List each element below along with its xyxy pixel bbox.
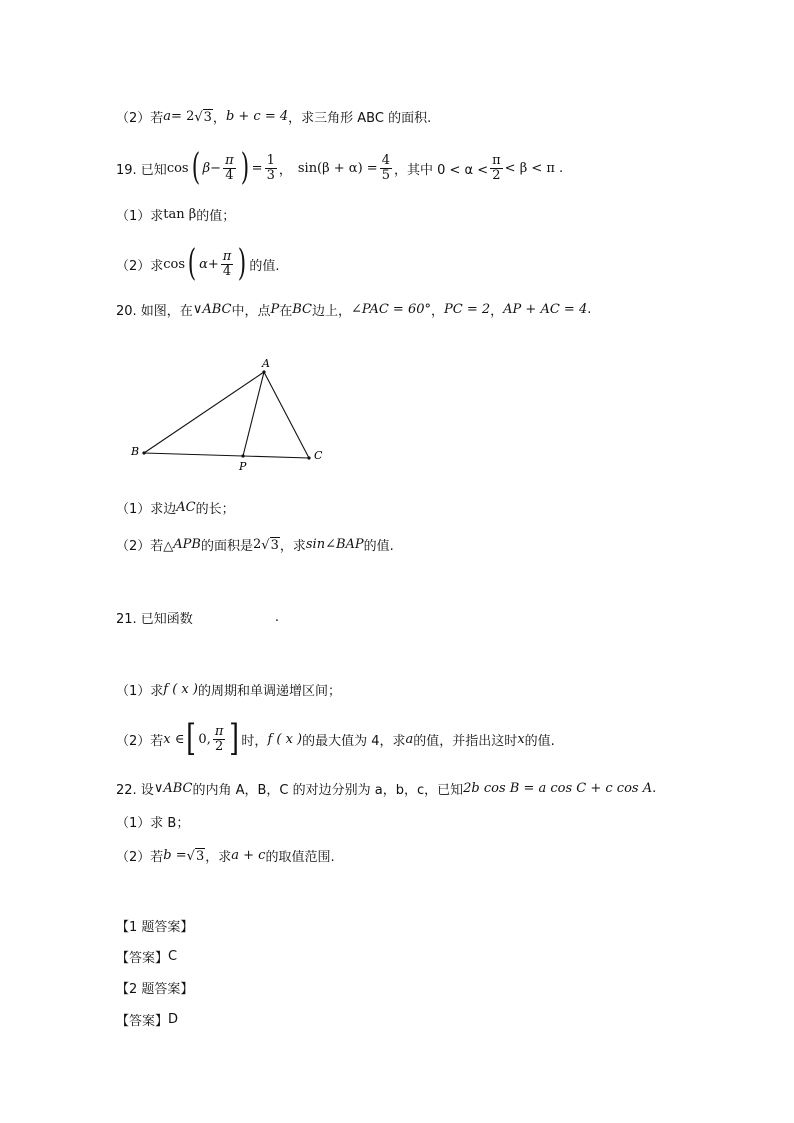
q19-part1-expr: tan β bbox=[163, 207, 197, 222]
q19-right-paren: ) bbox=[240, 147, 249, 188]
q19-frac3-num: 4 bbox=[381, 152, 390, 168]
label-p: P bbox=[239, 460, 247, 473]
answer1-title-text: 【1 题答案】 bbox=[116, 920, 194, 935]
answer2-label: 【答案】 bbox=[116, 1014, 169, 1029]
q20-part2-coef: 2 bbox=[253, 537, 262, 552]
q19-part2-prefix: （2）求 bbox=[116, 258, 164, 274]
answer1-title bbox=[116, 916, 193, 935]
q20-pc: PC = 2 bbox=[444, 302, 491, 317]
q21-part1-f: f ( x ) bbox=[163, 682, 198, 697]
q18-sqrt: √ 3 bbox=[194, 109, 212, 125]
q20-sep1: ， bbox=[431, 304, 445, 319]
q22-part1 bbox=[116, 812, 189, 831]
label-a: A bbox=[262, 357, 270, 370]
q19-frac4-den: 2 bbox=[492, 167, 501, 183]
q19-frac-4-5 bbox=[380, 154, 392, 182]
q20-part1-ac: AC bbox=[176, 500, 196, 515]
q20-part2-prefix: （2）若△ bbox=[116, 539, 174, 554]
q21-part2-x2: x bbox=[517, 731, 525, 747]
vertex-a bbox=[262, 370, 265, 373]
q21-end: . bbox=[274, 610, 279, 625]
q21-part2-a: a bbox=[405, 731, 414, 747]
segment-bc bbox=[144, 453, 309, 458]
q19-part2-frac-den: 4 bbox=[222, 263, 232, 279]
q20-part1-prefix: （1）求边 bbox=[116, 502, 177, 517]
q19-frac-1-3 bbox=[265, 154, 277, 182]
q18-suffix: ，求三角形 ABC 的面积. bbox=[288, 111, 432, 126]
q19-frac-den: 4 bbox=[225, 167, 234, 183]
q22-part2-sqrt: √ 3 bbox=[186, 848, 205, 864]
q21-part2-x: x ∈ bbox=[163, 731, 185, 747]
q21-right-bracket: ] bbox=[229, 718, 240, 759]
q20-part2-mid2: ，求 bbox=[279, 539, 306, 554]
q19-part1-prefix: （1）求 bbox=[116, 209, 164, 224]
q22-part2-mid: ，求 bbox=[205, 850, 232, 865]
q19-frac-pi-2 bbox=[490, 154, 503, 182]
q21-part1 bbox=[116, 680, 341, 699]
q18-sep: ， bbox=[212, 111, 226, 126]
q21-frac bbox=[213, 725, 226, 753]
q20-part2-radicand: 3 bbox=[270, 537, 279, 553]
q19-part2-left-paren: ( bbox=[187, 243, 197, 284]
answer1-label: 【答案】 bbox=[116, 951, 169, 966]
q19-part2-frac-num: π bbox=[222, 248, 232, 264]
vertex-b bbox=[142, 451, 145, 454]
label-b: B bbox=[131, 445, 140, 458]
q20-part2-tail: 的值. bbox=[363, 539, 394, 554]
q20-bc: BC bbox=[292, 302, 312, 317]
q19-number: 19. 已知 bbox=[116, 162, 167, 178]
q20-point-p: P bbox=[270, 302, 280, 317]
q20-end: . bbox=[587, 302, 592, 317]
q21-part1-tail: 的周期和单调递增区间； bbox=[197, 684, 341, 699]
q19-part2-right-paren: ) bbox=[238, 243, 247, 284]
q20-part2-sqrt: √ 3 bbox=[261, 537, 279, 553]
q19-part2-cos: cos bbox=[163, 256, 186, 272]
q21-zero: 0, bbox=[198, 731, 211, 747]
q19-cos: cos bbox=[166, 160, 189, 176]
q22-part2-prefix: （2）若 bbox=[116, 850, 164, 865]
q19-left-paren: ( bbox=[191, 147, 200, 188]
q20-prefix: 20. 如图，在 bbox=[116, 304, 193, 319]
q20-triangle: ∨ABC bbox=[192, 302, 232, 317]
q21-part2 bbox=[116, 718, 555, 759]
q20-mid3: 边上， bbox=[312, 304, 352, 319]
answer1-value: C bbox=[168, 949, 178, 964]
q19-comma: ， bbox=[278, 162, 292, 178]
q22-part2-radicand: 3 bbox=[195, 848, 205, 864]
q19-part1-tail: 的值； bbox=[196, 209, 236, 224]
q21-part2-mid2: 的最大值为 4，求 bbox=[302, 733, 406, 749]
q19-frac-num: π bbox=[225, 152, 234, 168]
q19-frac2-den: 3 bbox=[266, 167, 275, 183]
q19-part2-alpha: α+ bbox=[199, 256, 219, 272]
vertex-c bbox=[307, 456, 310, 459]
q20-part2-apb: APB bbox=[173, 537, 201, 552]
q20-mid1: 中，点 bbox=[231, 304, 271, 319]
q19-frac4-num: π bbox=[492, 152, 501, 168]
q18-part2-prefix: （2）若 bbox=[116, 111, 164, 126]
q22-part2 bbox=[116, 846, 335, 865]
q21-part2-mid3: 的值，并指出这时 bbox=[413, 733, 518, 749]
q21-prefix: 21. 已知函数 bbox=[116, 612, 193, 627]
q22-triangle: ∨ABC bbox=[153, 781, 193, 796]
q19-tail: < β < π . bbox=[504, 160, 564, 176]
q18-cond2: b + c = 4 bbox=[225, 109, 289, 124]
q22-part2-ac: a + c bbox=[231, 848, 266, 863]
q22-mid: 的内角 A，B，C 的对边分别为 a，b，c，已知 bbox=[192, 783, 464, 798]
q20-sum: AP + AC = 4 bbox=[503, 302, 588, 317]
q22-end: . bbox=[652, 781, 657, 796]
segment-ac bbox=[264, 372, 309, 458]
q20-angle: ∠PAC = 60° bbox=[351, 302, 431, 317]
answer1 bbox=[116, 947, 177, 966]
q19-eq: = bbox=[251, 160, 263, 176]
q22-equation: 2b cos B = a cos C + c cos A bbox=[463, 781, 653, 796]
q21-left-bracket: [ bbox=[186, 718, 197, 759]
q20-part1 bbox=[116, 498, 235, 517]
q19-part2-tail: 的值. bbox=[249, 258, 280, 274]
q18-radicand: 3 bbox=[203, 109, 212, 125]
q19-stem bbox=[116, 147, 564, 188]
q20-triangle-figure bbox=[126, 356, 336, 476]
q19-where: ，其中 0 < α < bbox=[393, 162, 489, 178]
answer2-value: D bbox=[168, 1012, 179, 1027]
q21-stem bbox=[116, 608, 279, 627]
vertex-p bbox=[241, 454, 244, 457]
segment-ba bbox=[144, 372, 264, 453]
q22-stem bbox=[116, 779, 656, 798]
q19-beta-minus: β− bbox=[202, 160, 222, 176]
q22-part2-tail: 的取值范围. bbox=[265, 850, 335, 865]
q21-part2-f: f ( x ) bbox=[267, 731, 303, 747]
q22-part1-text: （1）求 B； bbox=[116, 816, 190, 831]
answer2 bbox=[116, 1010, 178, 1029]
q19-part2 bbox=[116, 243, 280, 284]
q20-mid2: 在 bbox=[279, 304, 293, 319]
q19-part2-frac bbox=[221, 250, 234, 278]
q20-part2 bbox=[116, 535, 394, 554]
q19-sin-expr: sin(β + α) = bbox=[297, 160, 378, 176]
q21-part2-mid: 时， bbox=[241, 733, 268, 749]
q19-part1 bbox=[116, 205, 235, 224]
q20-part2-sin: sin∠BAP bbox=[305, 537, 364, 552]
q21-part2-tail: 的值. bbox=[524, 733, 555, 749]
q20-stem bbox=[116, 300, 591, 319]
q18-part2 bbox=[116, 107, 431, 126]
q18-eq: = 2 bbox=[171, 109, 195, 124]
q19-frac2-num: 1 bbox=[266, 152, 275, 168]
q20-part2-mid: 的面积是 bbox=[200, 539, 253, 554]
q22-prefix: 22. 设 bbox=[116, 783, 154, 798]
q21-frac-den: 2 bbox=[214, 738, 224, 754]
answer2-title-text: 【2 题答案】 bbox=[116, 982, 194, 997]
q18-var-a: a bbox=[163, 109, 172, 124]
q20-sep2: ， bbox=[490, 304, 504, 319]
q20-part1-tail: 的长； bbox=[195, 502, 235, 517]
q19-frac-pi-4 bbox=[223, 154, 236, 182]
q21-frac-num: π bbox=[214, 723, 224, 739]
q19-frac3-den: 5 bbox=[381, 167, 390, 183]
q21-part2-prefix: （2）若 bbox=[116, 733, 164, 749]
answer2-title bbox=[116, 978, 193, 997]
label-c: C bbox=[314, 449, 323, 462]
q22-part2-b: b = bbox=[163, 848, 187, 863]
q21-part1-prefix: （1）求 bbox=[116, 684, 164, 699]
